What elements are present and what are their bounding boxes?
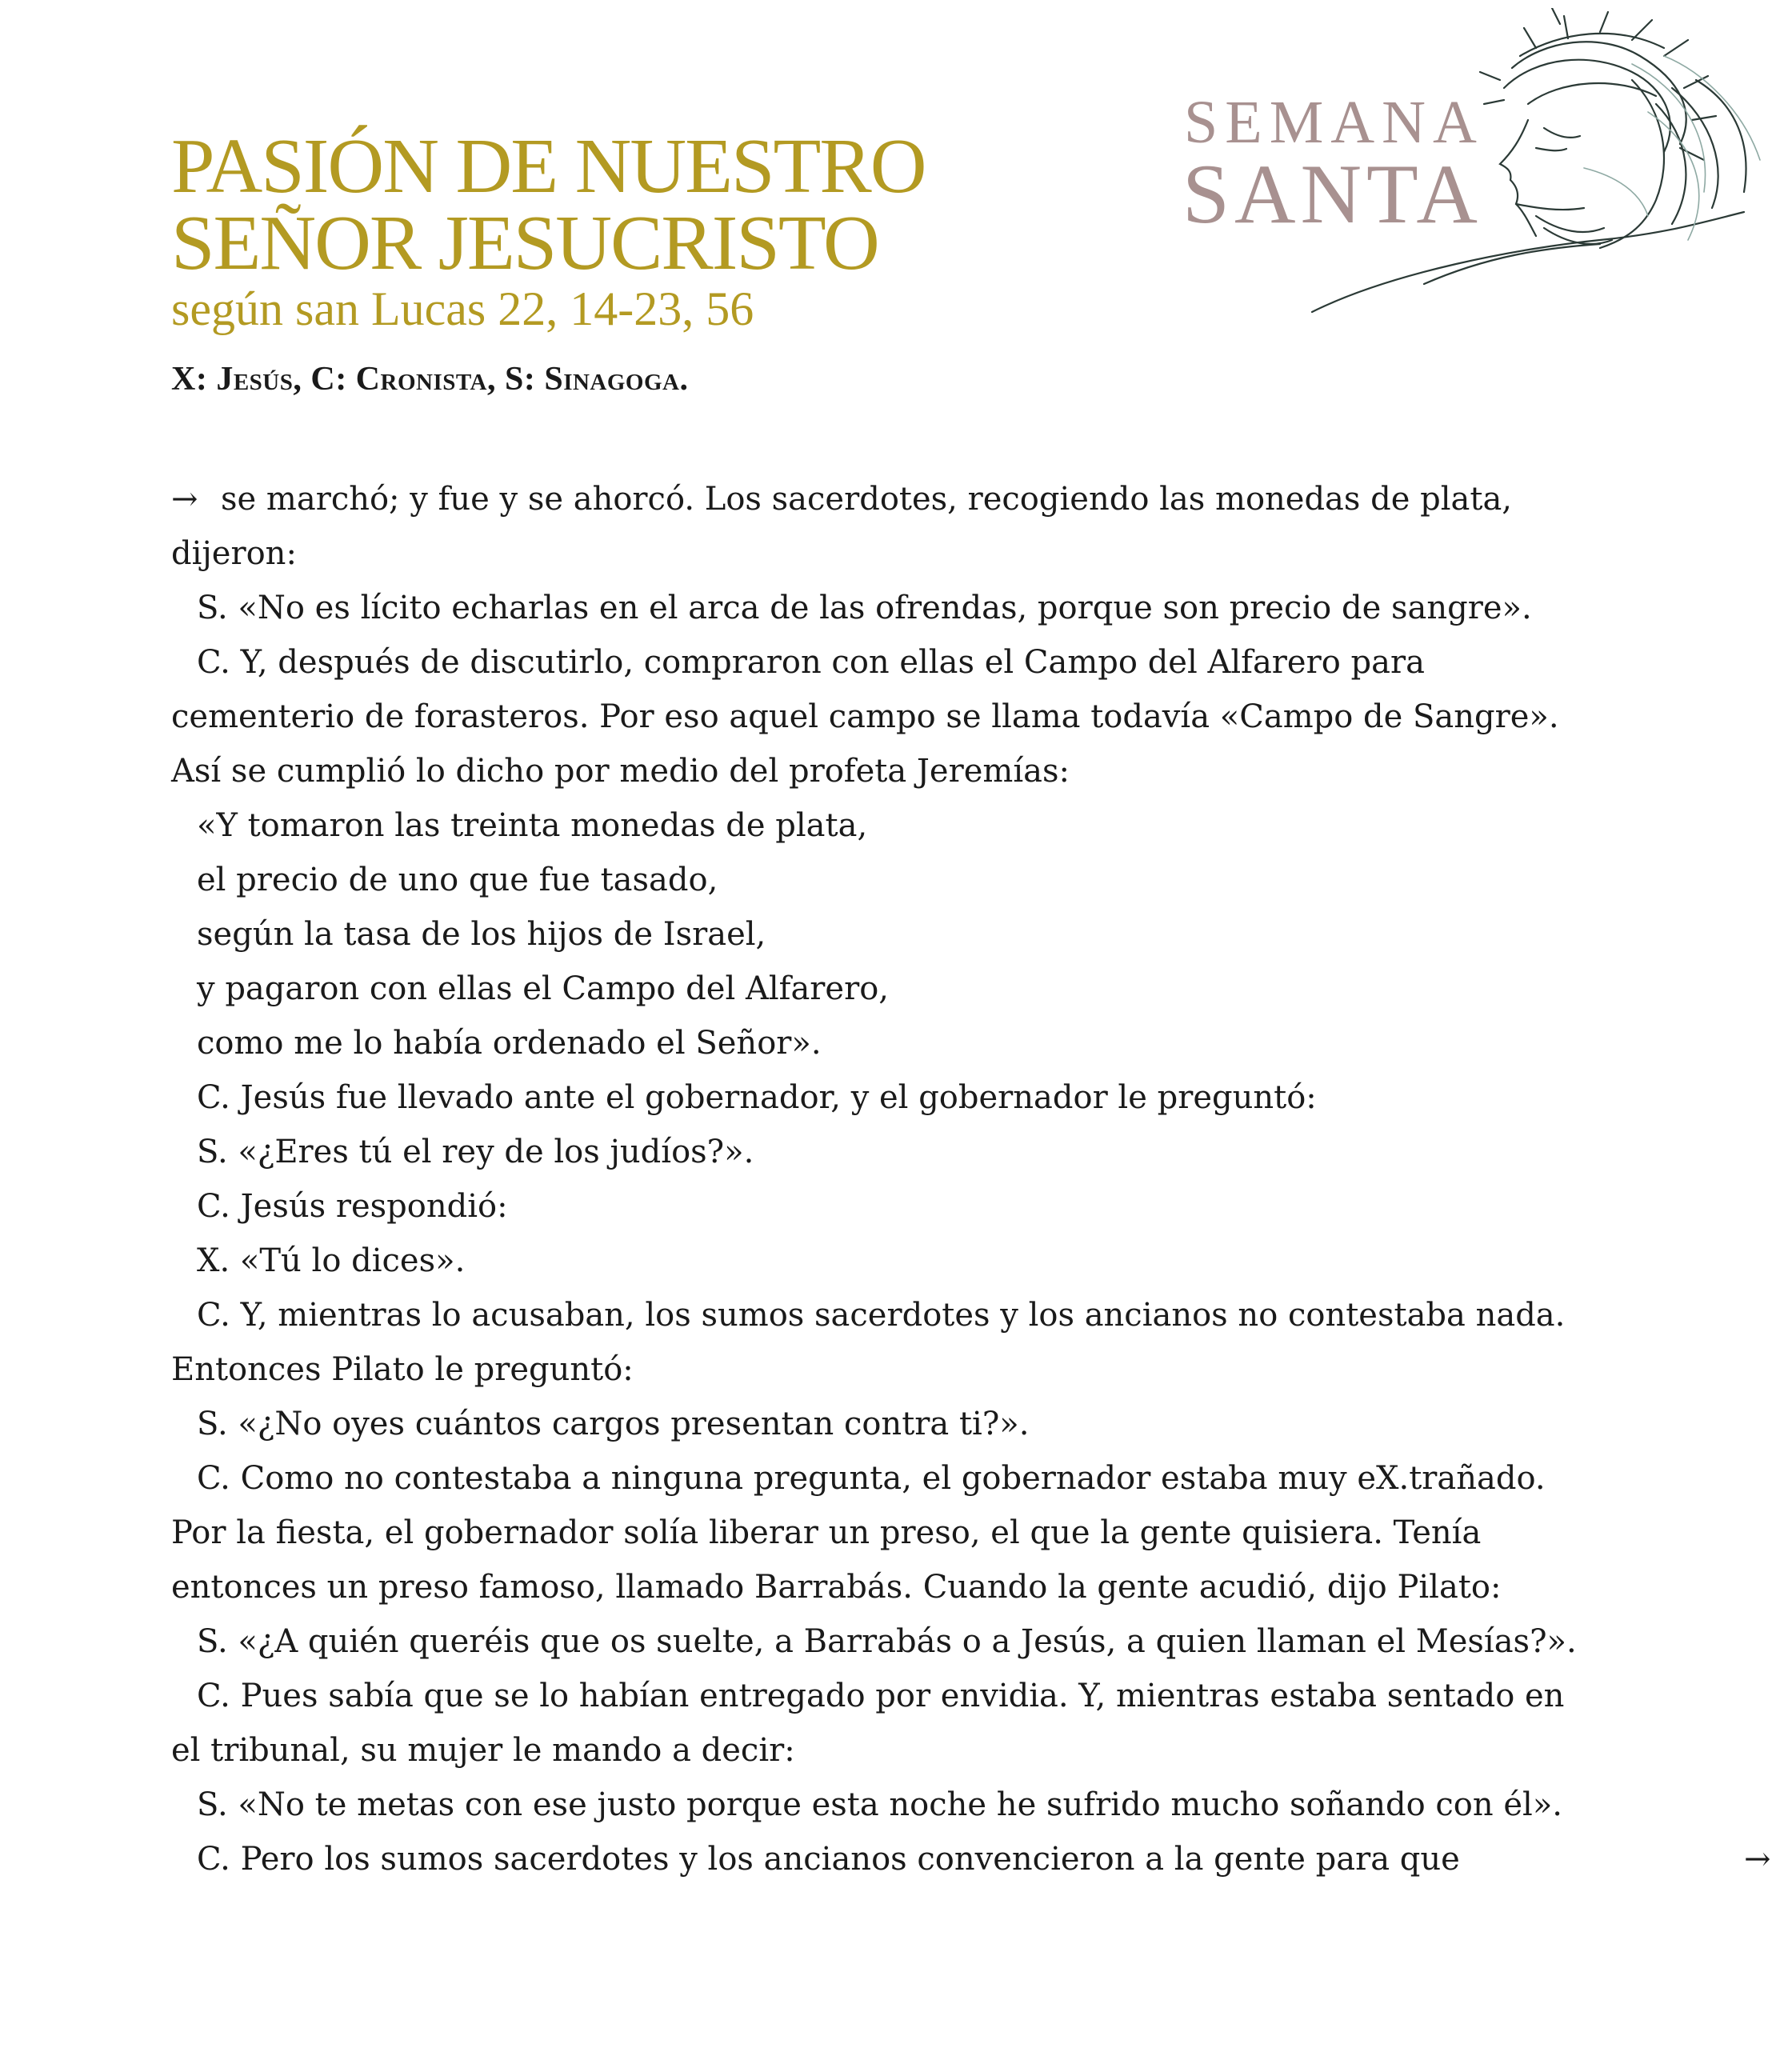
- text-line: «Y tomaron las treinta monedas de plata,: [197, 807, 868, 844]
- arrow-right-icon: →: [171, 481, 198, 518]
- logo-word-santa: SANTA: [1182, 147, 1482, 241]
- text-line: según la tasa de los hijos de Israel,: [197, 916, 766, 953]
- text-line: C. Y, después de discutirlo, compraron con ellas el Campo del Alfarero para: [197, 644, 1425, 681]
- text-line: como me lo había ordenado el Señor».: [197, 1025, 822, 1062]
- text-line: → se marchó; y fue y se ahorcó. Los sacerdotes, recogiendo las monedas de plata,: [171, 472, 1611, 526]
- text-line: S. «¿Eres tú el rey de los judíos?».: [197, 1134, 754, 1170]
- reading-body: [171, 472, 1771, 1886]
- text-line: entonces un preso famoso, llamado Barrabás. Cuando la gente acudió, dijo Pilato:: [171, 1569, 1502, 1606]
- title-line-1: PASIÓN DE NUESTRO: [171, 123, 926, 210]
- text-line: S. «¿A quién queréis que os suelte, a Barrabás o a Jesús, a quien llaman el Mesías?».: [197, 1623, 1577, 1660]
- text-line: S. «¿No oyes cuántos cargos presentan contra ti?».: [197, 1406, 1030, 1442]
- roles-legend: X: Jesús, C: Cronista, S: Sinagoga.: [171, 361, 689, 398]
- text-line: cementerio de forasteros. Por eso aquel campo se llama todavía «Campo de Sangre».: [171, 698, 1559, 735]
- text-line: C. Como no contestaba a ninguna pregunta, el gobernador estaba muy eX.trañado.: [197, 1460, 1546, 1497]
- text-line: C. Y, mientras lo acusaban, los sumos sacerdotes y los ancianos no contestaba nada.: [197, 1297, 1566, 1334]
- text-line: C. Pero los sumos sacerdotes y los ancianos convencieron a la gente para que →: [171, 1832, 1611, 1886]
- text-line: Entonces Pilato le preguntó:: [171, 1351, 634, 1388]
- text-line: y pagaron con ellas el Campo del Alfarero,: [197, 970, 889, 1007]
- page-header: [171, 123, 1171, 335]
- text-line: dijeron:: [171, 535, 297, 572]
- text-line: C. Pues sabía que se lo habían entregado por envidia. Y, mientras estaba sentado en: [197, 1678, 1565, 1714]
- logo-word-semana: SEMANA: [1184, 89, 1484, 156]
- text-line: Por la fiesta, el gobernador solía liberar un preso, el que la gente quisiera. Tenía: [171, 1514, 1482, 1551]
- text-line: Así se cumplió lo dicho por medio del profeta Jeremías:: [171, 753, 1070, 790]
- title-line-2: SEÑOR JESUCRISTO: [171, 200, 878, 286]
- text-line: S. «No es lícito echarlas en el arca de las ofrendas, porque son precio de sangre».: [197, 590, 1532, 626]
- text-line: el tribunal, su mujer le mando a decir:: [171, 1732, 795, 1769]
- text-line: S. «No te metas con ese justo porque esta noche he sufrido mucho soñando con él».: [197, 1786, 1563, 1823]
- arrow-right-icon: →: [1744, 1841, 1771, 1878]
- text-line: C. Jesús respondió:: [197, 1188, 508, 1225]
- text-line: X. «Tú lo dices».: [197, 1242, 466, 1279]
- text-line: C. Jesús fue llevado ante el gobernador, y el gobernador le preguntó:: [197, 1079, 1317, 1116]
- text-line: el precio de uno que fue tasado,: [197, 862, 718, 898]
- subtitle: según san Lucas 22, 14-23, 56: [171, 282, 754, 335]
